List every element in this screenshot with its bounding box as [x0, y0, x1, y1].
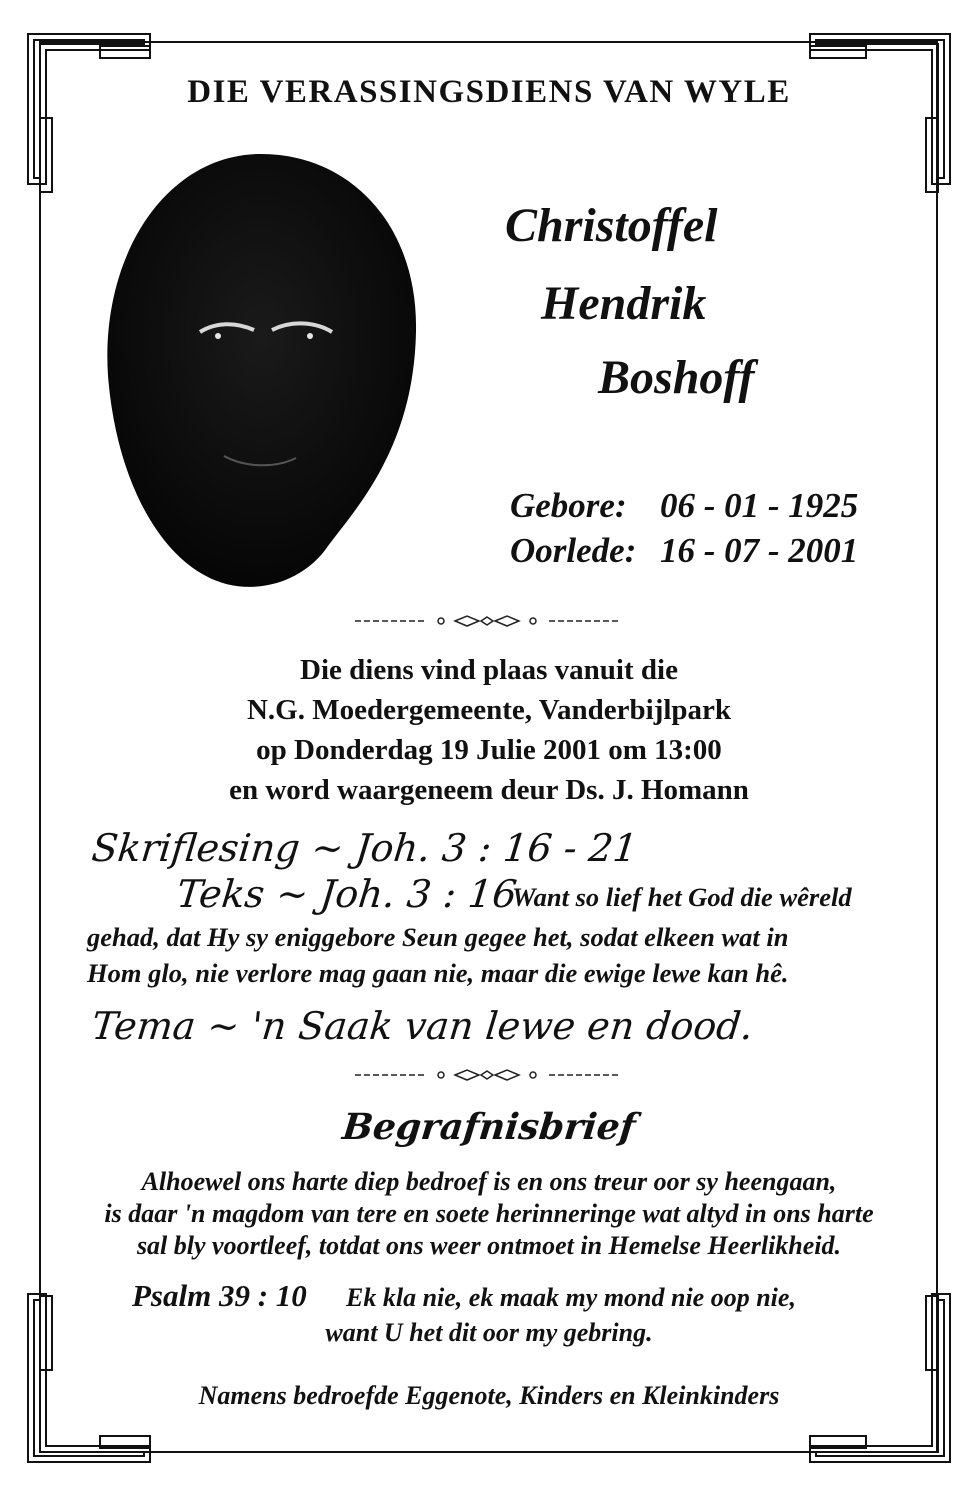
ornamental-divider	[355, 614, 619, 628]
service-line-4: en word waargeneem deur Ds. J. Homann	[229, 774, 749, 806]
funeral-letter-line-1: Alhoewel ons harte diep bedroef is en ons treur oor sy heengaan,	[141, 1167, 837, 1196]
death-date-value: 16 - 07 - 2001	[660, 531, 859, 570]
psalm-reference: Psalm 39 : 10	[132, 1278, 307, 1313]
deceased-first-name: Christoffel	[505, 199, 718, 252]
sermon-theme: Tema ~ 'n Saak van lewe en dood.	[89, 1004, 756, 1048]
funeral-letter-line-3: sal bly voortleef, totdat ons weer ontmoet in Hemelse Heerlikheid.	[136, 1231, 842, 1260]
scripture-reading: Skriflesing ~ Joh. 3 : 16 - 21	[89, 826, 640, 870]
birth-date-value: 06 - 01 - 1925	[660, 486, 859, 525]
sermon-text-reference: Teks ~ Joh. 3 : 16	[174, 872, 519, 916]
corner-ornament-top-right	[810, 34, 950, 192]
family-signoff: Namens bedroefde Eggenote, Kinders en Kleinkinders	[198, 1381, 780, 1410]
deceased-middle-name: Hendrik	[541, 277, 707, 330]
death-date-label: Oorlede:	[510, 531, 637, 570]
birth-date-label: Gebore:	[510, 486, 627, 525]
verse-line-3: Hom glo, nie verlore mag gaan nie, maar die ewige lewe kan hê.	[87, 958, 789, 988]
psalm-line-2: want U het dit oor my gebring.	[325, 1318, 653, 1347]
verse-line-1: Want so lief het God die wêreld	[512, 882, 852, 912]
funeral-letter-title: Begrafnisbrief	[340, 1106, 638, 1148]
funeral-letter-line-2: is daar 'n magdom van tere en soete herinneringe wat altyd in ons harte	[104, 1199, 874, 1228]
portrait-photo	[96, 146, 426, 606]
service-line-2: N.G. Moedergemeente, Vanderbijlpark	[246, 694, 732, 726]
page-heading: DIE VERASSINGSDIENS VAN WYLE	[187, 74, 791, 110]
psalm-line-1: Ek kla nie, ek maak my mond nie oop nie,	[346, 1283, 796, 1312]
ornamental-divider	[355, 1068, 619, 1082]
service-line-1: Die diens vind plaas vanuit die	[300, 654, 678, 686]
deceased-surname: Boshoff	[598, 351, 755, 404]
death-date-line	[510, 531, 858, 571]
verse-line-2: gehad, dat Hy sy eniggebore Seun gegee het, sodat elkeen wat in	[87, 922, 789, 952]
service-line-3: op Donderdag 19 Julie 2001 om 13:00	[256, 734, 722, 766]
birth-date-line	[510, 486, 858, 526]
